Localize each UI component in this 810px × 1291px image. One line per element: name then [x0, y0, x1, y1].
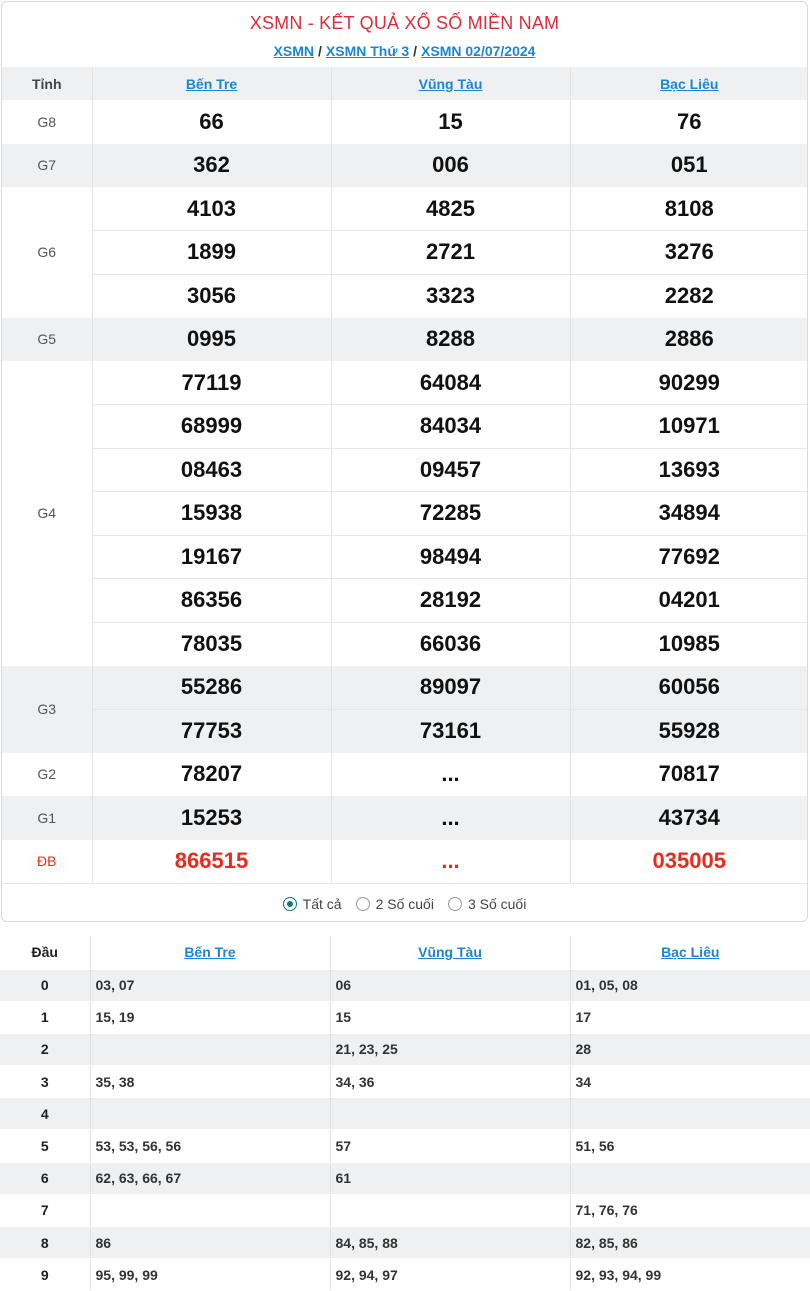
loto-values: 34, 36 [330, 1066, 570, 1098]
loto-head-digit: 2 [0, 1033, 90, 1065]
filter-label: Tất cả [302, 895, 342, 912]
prize-number: 77753 [92, 709, 331, 753]
prize-row [2, 535, 808, 579]
loto-head-digit: 7 [0, 1194, 90, 1226]
prize-number: 15 [331, 100, 570, 144]
prize-row [2, 274, 808, 318]
filter-option-all[interactable] [283, 896, 342, 912]
breadcrumb-date[interactable]: XSMN 02/07/2024 [421, 43, 536, 59]
loto-table [0, 936, 810, 1291]
prize-number: 78035 [92, 622, 331, 666]
loto-values: 92, 93, 94, 99 [570, 1259, 810, 1291]
prize-number: 0995 [92, 318, 331, 362]
filter-label: 2 Số cuối [375, 895, 434, 912]
prize-label: G6 [2, 187, 92, 318]
prize-number: ... [331, 796, 570, 840]
prize-row [2, 318, 808, 362]
loto-head-digit: 9 [0, 1259, 90, 1291]
prize-number: 13693 [570, 448, 808, 492]
prize-number: 2721 [331, 231, 570, 275]
prize-number: 77692 [570, 535, 808, 579]
loto-values: 35, 38 [90, 1066, 330, 1098]
prize-number: 866515 [92, 840, 331, 884]
loto-values: 06 [330, 969, 570, 1001]
prize-number: 10985 [570, 622, 808, 666]
loto-values [570, 1098, 810, 1130]
loto-values: 92, 94, 97 [330, 1259, 570, 1291]
prize-number: 76 [677, 108, 702, 134]
loto-row [0, 1130, 810, 1162]
prize-number: 4825 [331, 187, 570, 231]
prize-label: G8 [2, 100, 92, 144]
radio-icon[interactable] [448, 897, 462, 911]
loto-values: 82, 85, 86 [570, 1227, 810, 1259]
prize-row [2, 448, 808, 492]
breadcrumb-xsmn[interactable]: XSMN [273, 43, 314, 59]
prize-number: 55928 [570, 709, 808, 753]
filter-label: 3 Số cuối [467, 895, 527, 912]
column-header-province: Tỉnh [2, 67, 92, 100]
prize-number: 70817 [658, 761, 720, 787]
loto-values: 17 [570, 1001, 810, 1033]
prize-number: 73161 [331, 709, 570, 753]
loto-head-digit: 0 [0, 969, 90, 1001]
radio-selected-icon[interactable] [283, 897, 297, 911]
prize-number: 09457 [331, 448, 570, 492]
prize-number: 051 [570, 144, 808, 188]
filter-option-3-digits[interactable] [448, 896, 526, 912]
loto-values [570, 1162, 810, 1194]
loto-row [0, 1162, 810, 1194]
digit-filter [2, 883, 807, 922]
prize-number: ... [331, 753, 570, 797]
prize-row [2, 579, 808, 623]
loto-values: 86 [90, 1227, 330, 1259]
province-link-vung-tau[interactable]: Vũng Tàu [418, 75, 483, 92]
loto-values: 62, 63, 66, 67 [90, 1162, 330, 1194]
prize-number: 2282 [570, 274, 808, 318]
prize-row [2, 622, 808, 666]
province-link-ben-tre[interactable]: Bến Tre [185, 75, 238, 92]
prize-number: 72285 [331, 492, 570, 536]
prize-number: 3056 [92, 274, 331, 318]
prize-number: 2886 [570, 318, 808, 362]
loto-values [330, 1098, 570, 1130]
prize-number: 98494 [331, 535, 570, 579]
prize-label: G4 [2, 361, 92, 666]
prize-label: G2 [2, 753, 92, 797]
prize-number: ... [331, 840, 570, 884]
loto-values: 53, 53, 56, 56 [90, 1130, 330, 1162]
prize-number: 78207 [92, 753, 331, 797]
results-table [2, 67, 808, 883]
prize-number: 04201 [570, 579, 808, 623]
loto-head-digit: 3 [0, 1066, 90, 1098]
prize-row [2, 100, 808, 144]
prize-number: 55286 [92, 666, 331, 710]
loto-values [90, 1033, 330, 1065]
prize-number: 77119 [92, 361, 331, 405]
loto-values [330, 1194, 570, 1226]
loto-row [0, 1001, 810, 1033]
loto-head-digit: 1 [0, 1001, 90, 1033]
loto-values: 03, 07 [90, 969, 330, 1001]
loto-head-digit: 4 [0, 1098, 90, 1130]
prize-number: 60056 [570, 666, 808, 710]
prize-row [2, 753, 808, 797]
prize-number: 08463 [92, 448, 331, 492]
prize-number: 8108 [664, 195, 714, 221]
breadcrumb-weekday[interactable]: XSMN Thứ 3 [325, 43, 410, 59]
loto-values: 95, 99, 99 [90, 1259, 330, 1291]
loto-row [0, 1194, 810, 1226]
loto-row [0, 1033, 810, 1065]
province-link-bac-lieu[interactable]: Bạc Liêu [660, 75, 719, 92]
prize-label: G1 [2, 796, 92, 840]
prize-label: G3 [2, 666, 92, 753]
prize-number: 19167 [92, 535, 331, 579]
breadcrumb: XSMN / XSMN Thứ 3 / XSMN 02/07/2024 [273, 43, 536, 59]
loto-values: 01, 05, 08 [570, 969, 810, 1001]
prize-number: 1899 [92, 231, 331, 275]
loto-province-link-ben-tre[interactable]: Bến Tre [184, 944, 236, 961]
column-header-head: Đầu [0, 936, 90, 969]
prize-number: 86356 [92, 579, 331, 623]
prize-number: 362 [92, 144, 331, 188]
prize-number: 28192 [331, 579, 570, 623]
results-card [1, 1, 808, 922]
prize-row [2, 187, 808, 231]
loto-head-digit: 8 [0, 1227, 90, 1259]
prize-number: 84034 [331, 405, 570, 449]
radio-icon[interactable] [356, 897, 370, 911]
prize-row [2, 405, 808, 449]
loto-values: 84, 85, 88 [330, 1227, 570, 1259]
loto-row [0, 1066, 810, 1098]
prize-number: 15938 [92, 492, 331, 536]
loto-head-digit: 6 [0, 1162, 90, 1194]
prize-number: 4103 [92, 187, 331, 231]
prize-number: 68999 [92, 405, 331, 449]
prize-number: 8288 [331, 318, 570, 362]
loto-values [90, 1194, 330, 1226]
prize-number: 89097 [331, 666, 570, 710]
prize-number: 66 [92, 100, 331, 144]
prize-number: 035005 [652, 848, 726, 874]
prize-row [2, 361, 808, 405]
prize-number: 3323 [331, 274, 570, 318]
prize-label: G5 [2, 318, 92, 362]
prize-row [2, 709, 808, 753]
prize-number: 15253 [92, 796, 331, 840]
prize-number: 66036 [331, 622, 570, 666]
loto-values: 34 [570, 1066, 810, 1098]
prize-row [2, 144, 808, 188]
results-header [2, 2, 807, 67]
prize-row [2, 492, 808, 536]
prize-number: 10971 [570, 405, 808, 449]
loto-values: 57 [330, 1130, 570, 1162]
loto-values: 51, 56 [570, 1130, 810, 1162]
prize-number: 90299 [658, 369, 720, 395]
prize-row [2, 666, 808, 710]
loto-values: 15 [330, 1001, 570, 1033]
loto-values: 21, 23, 25 [330, 1033, 570, 1065]
prize-number: 43734 [570, 796, 808, 840]
loto-head-digit: 5 [0, 1130, 90, 1162]
prize-label: G7 [2, 144, 92, 188]
prize-row [2, 796, 808, 840]
prize-number: 64084 [331, 361, 570, 405]
page-title: XSMN - KẾT QUẢ XỔ SỐ MIỀN NAM [249, 13, 560, 33]
results-body [2, 100, 808, 883]
prize-number: 34894 [570, 492, 808, 536]
loto-province-link-bac-lieu[interactable]: Bạc Liêu [661, 944, 720, 961]
loto-row [0, 1227, 810, 1259]
loto-values: 28 [570, 1033, 810, 1065]
filter-option-2-digits[interactable] [356, 896, 434, 912]
loto-values [90, 1098, 330, 1130]
prize-label: ĐB [2, 840, 92, 884]
loto-row [0, 1098, 810, 1130]
loto-row [0, 969, 810, 1001]
prize-number: 3276 [570, 231, 808, 275]
loto-values: 61 [330, 1162, 570, 1194]
loto-body [0, 969, 810, 1291]
prize-row [2, 840, 808, 884]
prize-number: 006 [331, 144, 570, 188]
loto-values: 15, 19 [90, 1001, 330, 1033]
loto-values: 71, 76, 76 [570, 1194, 810, 1226]
loto-province-link-vung-tau[interactable]: Vũng Tàu [418, 944, 482, 961]
loto-row [0, 1259, 810, 1291]
prize-row [2, 231, 808, 275]
